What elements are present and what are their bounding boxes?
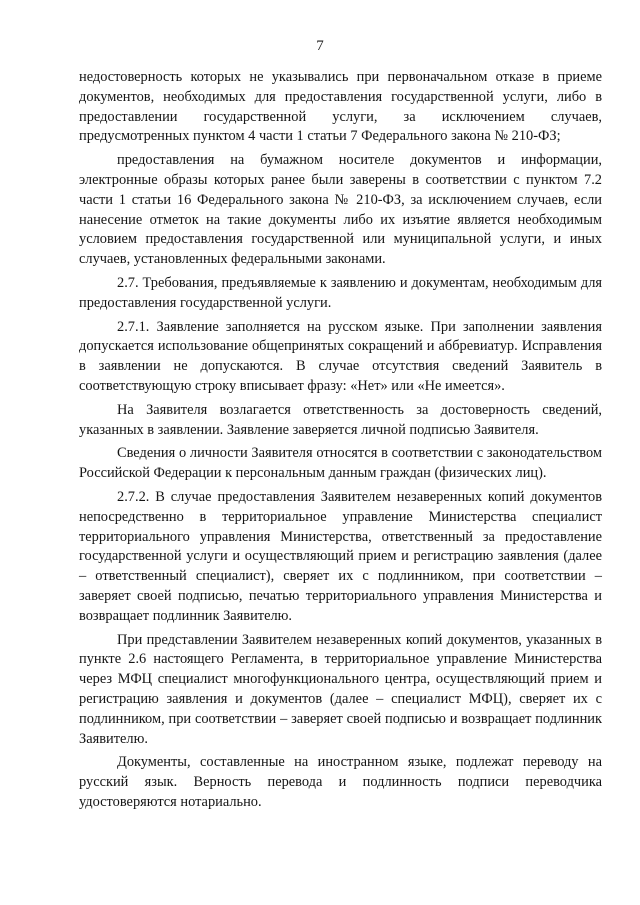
paragraph-responsibility: На Заявителя возлагается ответственность за достоверность сведений, указанных в заявлении. Заявление заверяется личной подписью Заявителя. <box>79 401 602 438</box>
paragraph-paper-documents: предоставления на бумажном носителе документов и информации, электронные образы которых ранее были заверены в соответствии с пунктом 7.2 части 1 статьи 16 Федерального закона № 210-ФЗ, за исключением случаев, если нанесение отметок на такие документы либо их изъятие является необходимым условием предоставления государственной или муниципальной услуги, и иных случаев, установленных федеральными законами. <box>79 152 602 268</box>
paragraph-2-7-2: 2.7.2. В случае предоставления Заявителем незаверенных копий документов непосредственно в территориальное управление Министерства специалист территориального управления Министерства, ответственный за предоставление государственной услуги и осуществляющий прием и регистрацию заявления (далее – ответственный специалист), сверяет их с подлинником, при соответствии – заверяет своей подписью, печатью территориального управления Министерства и возвращает подлинник Заявителю. <box>79 488 602 624</box>
paragraph-2-7-1: 2.7.1. Заявление заполняется на русском языке. При заполнении заявления допускается использование общепринятых сокращений и аббревиатур. Исправления в заявлении не допускаются. В случае отсутствия сведений Заявитель в соответствующую строку вписывает фразу: «Нет» или «Не имеется». <box>79 318 602 394</box>
paragraph-personal-data: Сведения о личности Заявителя относятся в соответствии с законодательством Российской Федерации к персональным данным граждан (физических лиц). <box>79 445 602 482</box>
paragraph-continuation: недостоверность которых не указывались при первоначальном отказе в приеме документов, необходимых для предоставления государственной услуги, либо в предоставлении государственной услуги, за исключением случаев, предусмотренных пунктом 4 части 1 статьи 7 Федерального закона № 210-ФЗ; <box>79 69 602 145</box>
paragraph-mfc: При представлении Заявителем незаверенных копий документов, указанных в пункте 2.6 настоящего Регламента, в территориальное управление Министерства через МФЦ специалист многофункционального центра, осуществляющий прием и регистрацию заявления и документов (далее – специалист МФЦ), сверяет их с подлинником, при соответствии – заверяет своей подписью и возвращает подлинник Заявителю. <box>79 631 602 747</box>
section-heading-2-7: 2.7. Требования, предъявляемые к заявлению и документам, необходимым для предоставления государственной услуги. <box>79 274 602 311</box>
document-body <box>79 68 602 817</box>
page-number: 7 <box>316 38 324 54</box>
paragraph-foreign-language: Документы, составленные на иностранном языке, подлежат переводу на русский язык. Верность перевода и подлинность подписи переводчика удостоверяются нотариально. <box>79 754 602 810</box>
